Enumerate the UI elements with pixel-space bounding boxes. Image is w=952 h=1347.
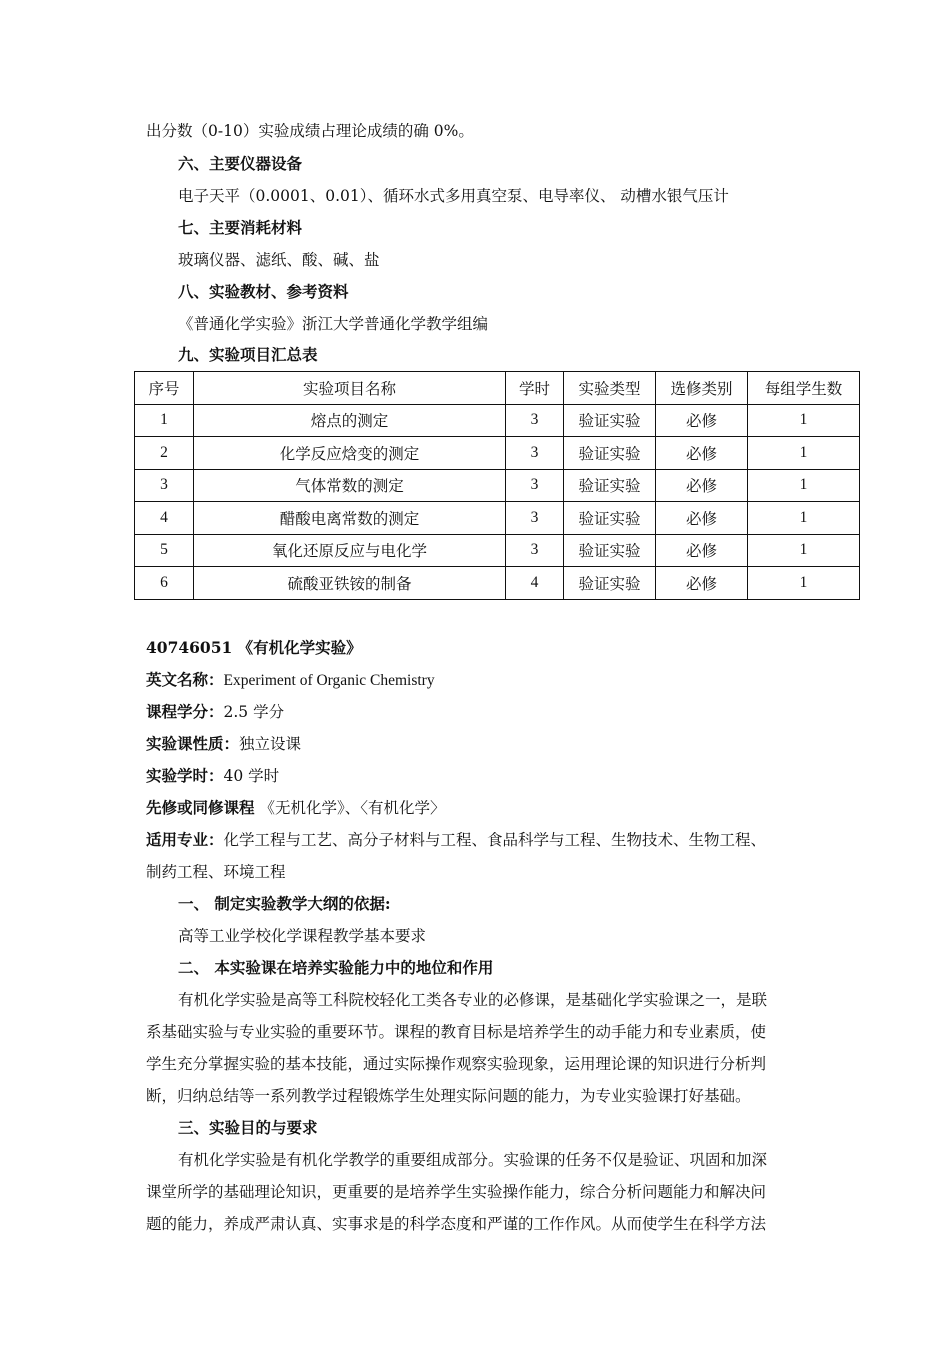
textbooks-text: 《普通化学实验》浙江大学普通化学教学组编 xyxy=(178,315,489,333)
field-label: 适用专业： xyxy=(146,830,224,849)
credits-row xyxy=(146,701,826,723)
table-cell: 必修 xyxy=(656,502,748,535)
table-cell: 1 xyxy=(135,404,194,437)
table-cell: 6 xyxy=(135,567,194,600)
lab-hours-row xyxy=(146,765,826,787)
paragraph-line: 有机化学实验是有机化学教学的重要组成部分。实验课的任务不仅是验证、巩固和加深 xyxy=(178,1151,768,1169)
column-header: 实验项目名称 xyxy=(194,372,506,405)
column-header: 学时 xyxy=(506,372,564,405)
table-cell: 必修 xyxy=(656,534,748,567)
table-cell: 必修 xyxy=(656,437,748,470)
table-cell: 4 xyxy=(135,502,194,535)
table-cell: 必修 xyxy=(656,404,748,437)
table-cell: 2 xyxy=(135,437,194,470)
section-heading-summary-table: 九、实验项目汇总表 xyxy=(178,345,318,364)
section-heading-materials: 七、主要消耗材料 xyxy=(178,218,303,237)
field-label: 实验学时： xyxy=(146,766,224,785)
table-row xyxy=(135,567,860,600)
paragraph-line: 题的能力，养成严肃认真、实事求是的科学态度和严谨的工作作风。从而使学生在科学方法 xyxy=(146,1215,767,1233)
credits-value: 2.5 学分 xyxy=(223,703,285,721)
column-header: 实验类型 xyxy=(564,372,656,405)
table-cell: 验证实验 xyxy=(564,469,656,502)
table-row xyxy=(135,437,860,470)
table-cell: 醋酸电离常数的测定 xyxy=(194,502,506,535)
table-cell: 3 xyxy=(506,404,564,437)
table-cell: 验证实验 xyxy=(564,534,656,567)
english-name-value: Experiment of Organic Chemistry xyxy=(223,672,435,689)
materials-text: 玻璃仪器、滤纸、酸、碱、盐 xyxy=(178,251,380,269)
paragraph-line: 系基础实验与专业实验的重要环节。课程的教育目标是培养学生的动手能力和专业素质，使 xyxy=(146,1023,767,1041)
table-cell: 3 xyxy=(506,469,564,502)
section-heading-instruments: 六、主要仪器设备 xyxy=(178,154,303,173)
section-heading-textbooks: 八、实验教材、参考资料 xyxy=(178,282,349,301)
table-cell: 3 xyxy=(135,469,194,502)
table-cell: 3 xyxy=(506,437,564,470)
table-cell: 验证实验 xyxy=(564,437,656,470)
section-heading-role: 二、 本实验课在培养实验能力中的地位和作用 xyxy=(178,958,494,977)
table-cell: 硫酸亚铁铵的制备 xyxy=(194,567,506,600)
field-label: 先修或同修课程 xyxy=(146,798,255,817)
table-cell: 熔点的测定 xyxy=(194,404,506,437)
course-nature-value: 独立设课 xyxy=(239,735,302,753)
table-cell: 1 xyxy=(748,567,860,600)
prerequisite-row xyxy=(146,797,826,819)
paragraph-line: 学生充分掌握实验的基本技能，通过实际操作观察实验现象，运用理论课的知识进行分析判 xyxy=(146,1055,767,1073)
table-row xyxy=(135,502,860,535)
paragraph-line: 出分数（0-10）实验成绩占理论成绩的确 0%。 xyxy=(146,122,474,140)
field-label: 实验课性质： xyxy=(146,734,240,753)
section-heading-objectives: 三、实验目的与要求 xyxy=(178,1118,318,1137)
table-row xyxy=(135,534,860,567)
column-header: 选修类别 xyxy=(656,372,748,405)
basis-text: 高等工业学校化学课程教学基本要求 xyxy=(178,927,427,945)
column-header: 序号 xyxy=(135,372,194,405)
table-cell: 3 xyxy=(506,534,564,567)
table-row xyxy=(135,404,860,437)
table-cell: 验证实验 xyxy=(564,404,656,437)
paragraph-line: 课堂所学的基础理论知识，更重要的是培养学生实验操作能力，综合分析问题能力和解决问 xyxy=(146,1183,767,1201)
section-heading-basis: 一、 制定实验教学大纲的依据: xyxy=(178,894,391,913)
field-label: 英文名称： xyxy=(146,670,224,689)
table-cell: 5 xyxy=(135,534,194,567)
table-cell: 气体常数的测定 xyxy=(194,469,506,502)
table-header-row xyxy=(135,372,860,405)
table-cell: 3 xyxy=(506,502,564,535)
table-cell: 4 xyxy=(506,567,564,600)
table-cell: 1 xyxy=(748,437,860,470)
majors-value: 化学工程与工艺、高分子材料与工程、食品科学与工程、生物技术、生物工程、 xyxy=(223,831,767,849)
table-cell: 化学反应焓变的测定 xyxy=(194,437,506,470)
course-nature-row xyxy=(146,733,826,755)
table-cell: 1 xyxy=(748,404,860,437)
table-cell: 验证实验 xyxy=(564,502,656,535)
paragraph-line: 有机化学实验是高等工科院校轻化工类各专业的必修课，是基础化学实验课之一，是联 xyxy=(178,991,768,1009)
instruments-text: 电子天平（0.0001、0.01）、循环水式多用真空泵、电导率仪、 动槽水银气压计 xyxy=(178,187,729,205)
field-label: 课程学分： xyxy=(146,702,224,721)
column-header: 每组学生数 xyxy=(748,372,860,405)
table-cell: 必修 xyxy=(656,567,748,600)
table-cell: 氧化还原反应与电化学 xyxy=(194,534,506,567)
table-cell: 1 xyxy=(748,502,860,535)
paragraph-line: 断，归纳总结等一系列教学过程锻炼学生处理实际问题的能力，为专业实验课打好基础。 xyxy=(146,1087,751,1105)
table-cell: 1 xyxy=(748,534,860,567)
course-title: 40746051 《有机化学实验》 xyxy=(146,638,362,657)
majors-continuation: 制药工程、环境工程 xyxy=(146,863,286,881)
prerequisite-value: 《无机化学》、〈有机化学〉 xyxy=(254,799,446,817)
lab-hours-value: 40 学时 xyxy=(223,767,280,785)
majors-row xyxy=(146,829,826,851)
english-name-row xyxy=(146,669,826,692)
experiment-summary-table xyxy=(134,371,860,600)
table-row xyxy=(135,469,860,502)
table-cell: 验证实验 xyxy=(564,567,656,600)
table-cell: 1 xyxy=(748,469,860,502)
table-cell: 必修 xyxy=(656,469,748,502)
